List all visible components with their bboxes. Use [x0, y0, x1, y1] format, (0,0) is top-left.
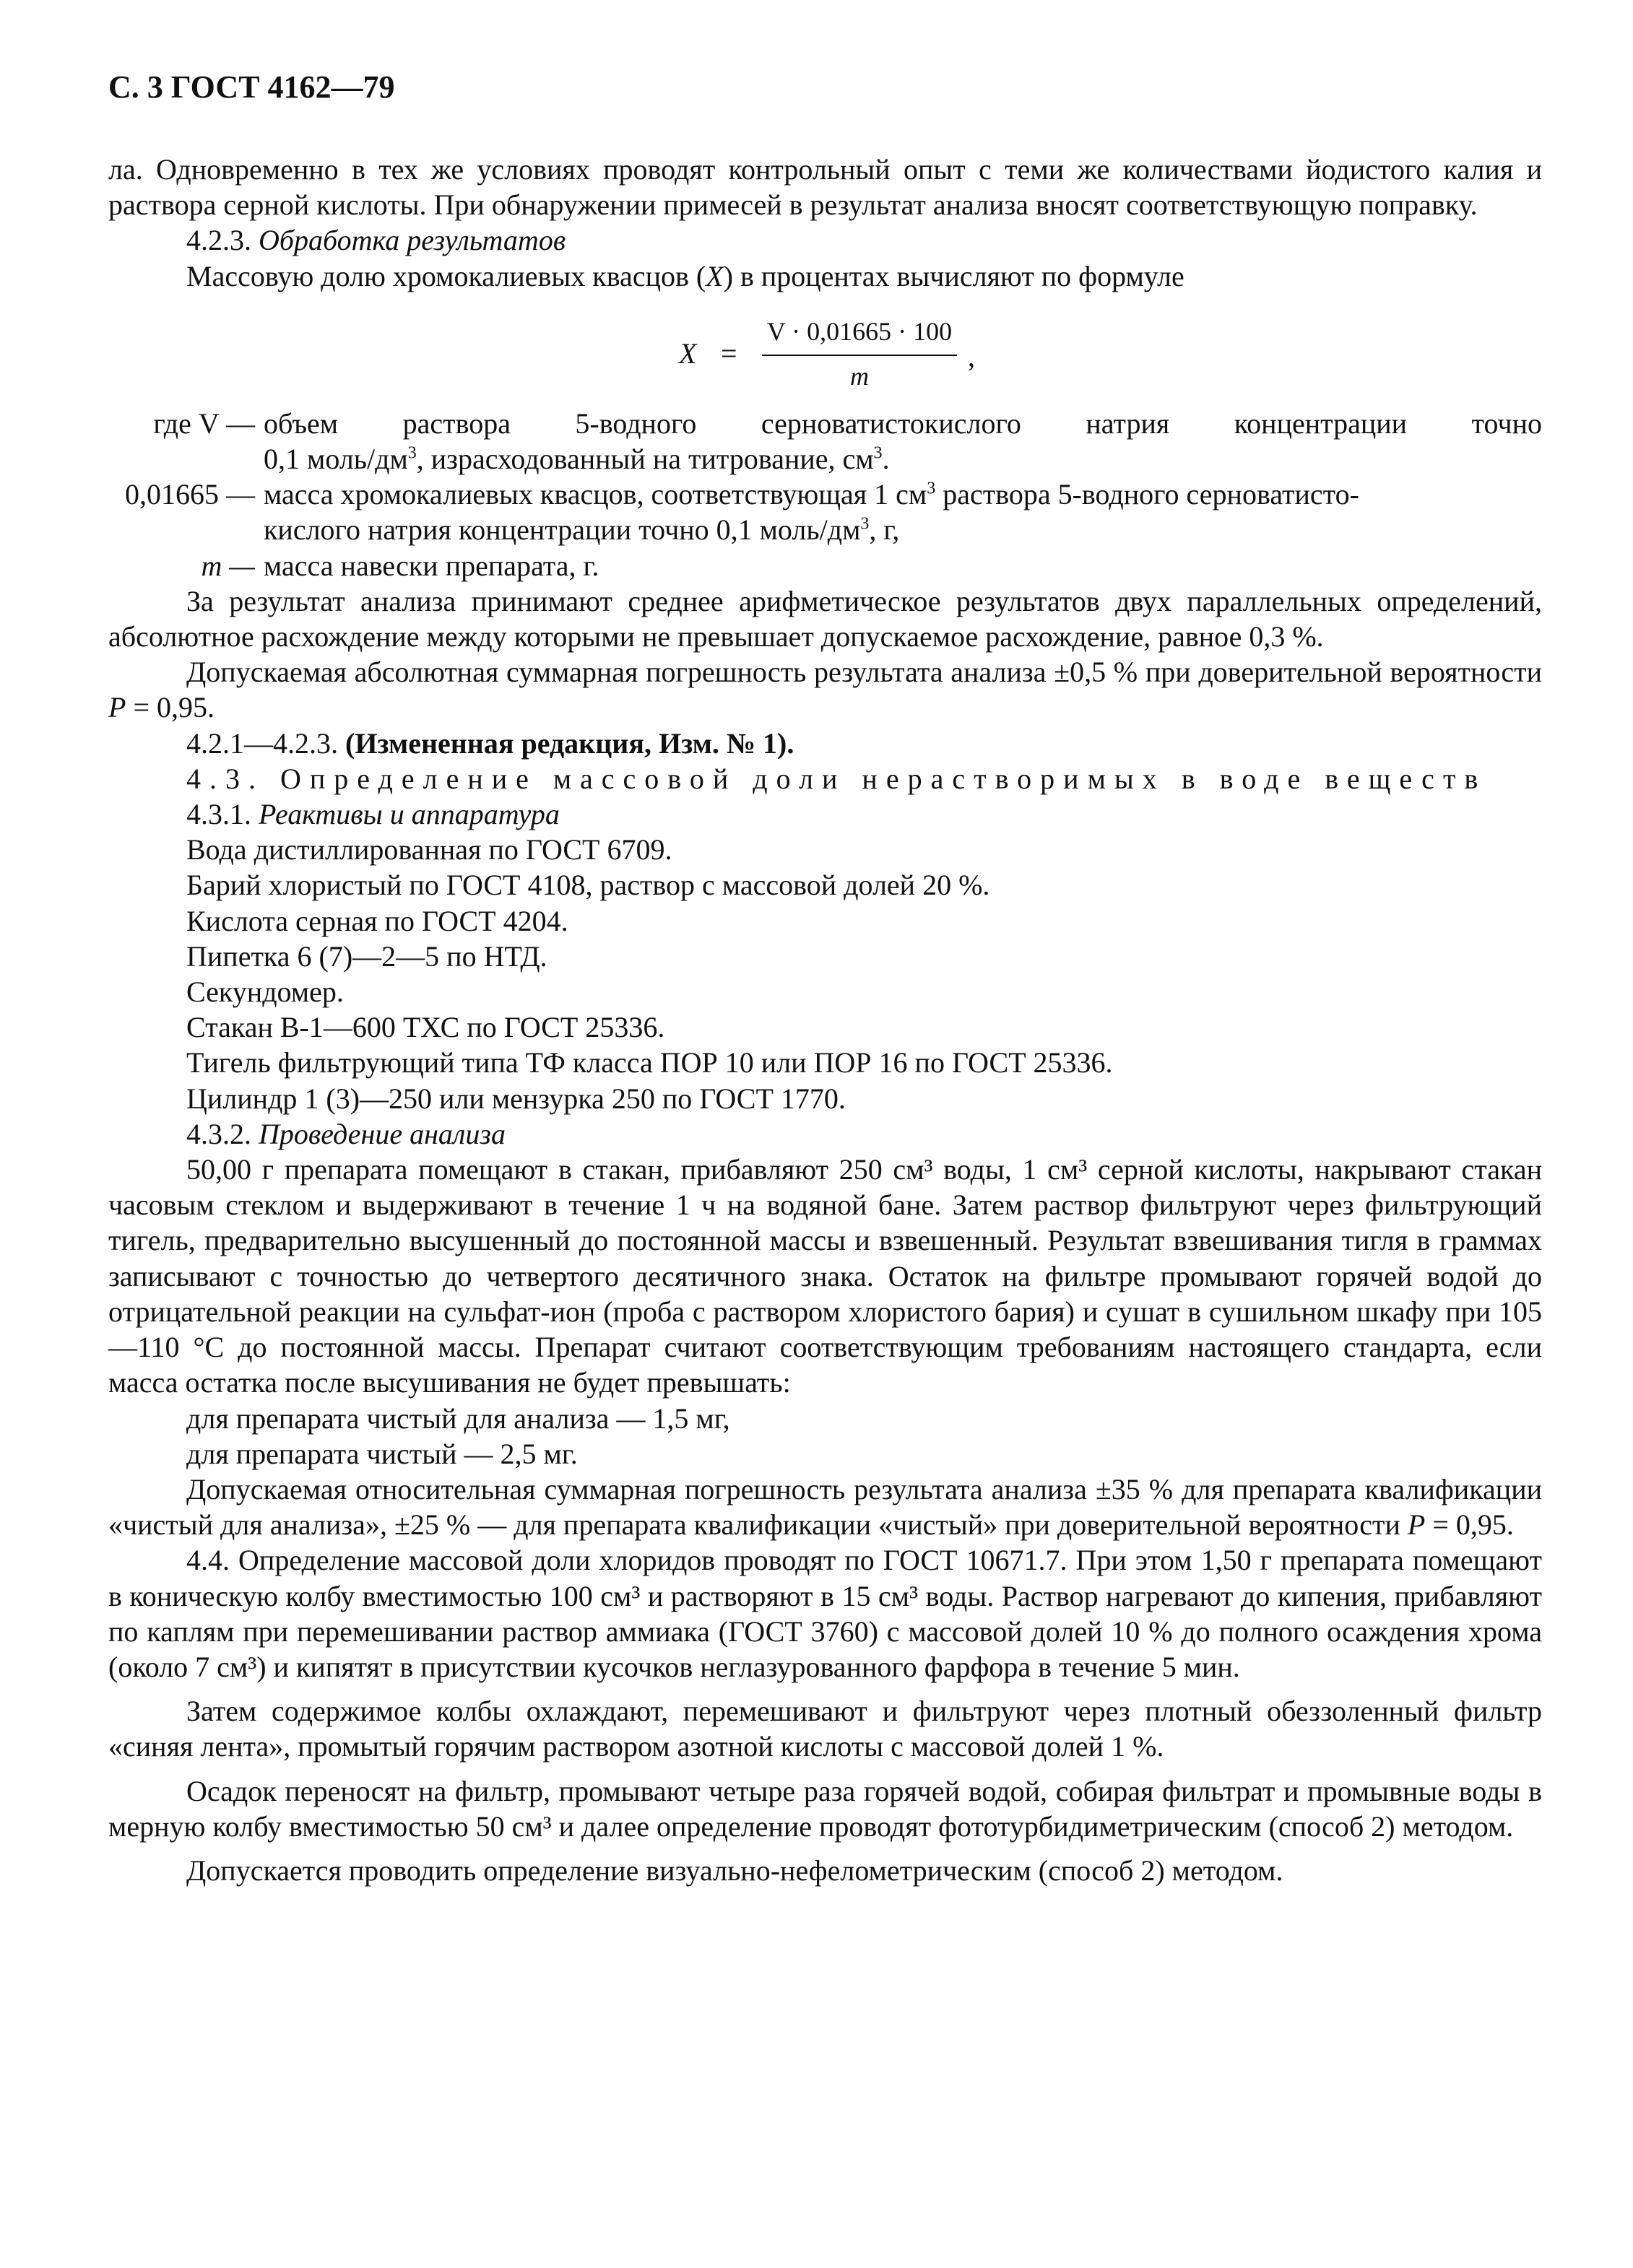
paragraph-allowed: Допускается проводить определение визуально-нефелометрическим (способ 2) методом. [186, 1854, 1283, 1887]
list-item: Барий хлористый по ГОСТ 4108, раствор с массовой долей 20 %. [186, 869, 990, 902]
paragraph-result: За результат анализа принимают среднее арифметическое результатов двух параллельных определений, абсолютное расхождение между которыми не превышает допускаемое расхождение, равное 0,3 %. [108, 584, 1542, 653]
limit-item: для препарата чистый для анализа — 1,5 мг, [186, 1402, 730, 1435]
paragraph-abs-error [108, 654, 1542, 725]
limit-item: для препарата чистый — 2,5 мг. [186, 1437, 578, 1470]
section-number: 4.2.3. [186, 224, 251, 257]
list-item: Кислота серная по ГОСТ 4204. [186, 904, 568, 937]
list-item: Вода дистиллированная по ГОСТ 6709. [186, 833, 672, 866]
formula-intro [108, 258, 1542, 294]
paragraph-sediment: Осадок переносят на фильтр, промывают четыре раза горячей водой, собирая фильтрат и промывные воды в мерную колбу вместимостью 50 см³ и далее определение проводят фототурбидиметрическим (способ 2) методом. [108, 1774, 1542, 1843]
formula-equals: = [721, 336, 737, 370]
legend-desc-a: масса хромокалиевых квасцов, соответствующая 1 см [264, 478, 927, 511]
list-item: Тигель фильтрующий типа ТФ класса ПОР 10 или ПОР 16 по ГОСТ 25336. [186, 1046, 1113, 1079]
legend-item-coef: 0,01665 — масса хромокалиевых квасцов, соответствующая 1 $см^3$ раствора 5-водного серноватисто- [0, 477, 1542, 512]
section-4-2-3-heading [108, 222, 1542, 258]
formula-numerator: V · 0,01665 · 100 [766, 316, 953, 346]
abs-error-var: P [108, 691, 126, 724]
paragraph-analysis: 50,00 г препарата помещают в стакан, прибавляют 250 см³ воды, 1 см³ серной кислоты, накрывают стакан часовым стеклом и выдерживают в течение 1 ч на водяной бане. Затем раствор фильтруют через фильтрующий тигель, предварительно высушенный до постоянной массы и взвешенный. Результат взвешивания тигля в граммах записывают с точностью до четвертого десятичного знака. Остаток на фильтре промывают горячей водой до отрицательной реакции на сульфат-ион (проба с раствором хлористого бария) и сушат в сушильном шкафу при 105—110 °С до постоянной массы. Препарат считают соответствующим требованиям настоящего стандарта, если масса остатка после высушивания не будет превышать: [108, 1153, 1542, 1399]
legend-desc: объем раствора 5-водного серноватистокислого натрия концентрации точно [264, 407, 1542, 440]
formula-intro-var: X [706, 259, 724, 292]
rel-error-text: Допускаемая относительная суммарная погрешность результата анализа ±35 % для препарата квалификации «чистый для анализа», ±25 % — для препарата квалификации «чистый» при доверительной вероятности [108, 1472, 1542, 1542]
reagents-list [108, 832, 1542, 1116]
legend-desc-c: , израсходованный на титрование, см [416, 443, 874, 476]
legend-term: 0,01665 — [125, 478, 255, 511]
legend-item-m [108, 548, 1542, 583]
legend-desc-c: кислого натрия концентрации точно 0,1 моль/дм [264, 513, 861, 547]
section-4-3-1-heading [108, 796, 1542, 832]
section-title: Обработка результатов [259, 224, 566, 257]
legend-item-v [108, 406, 1542, 441]
legend-desc-b: раствора 5-водного серноватисто- [935, 478, 1359, 511]
section-4-3-heading: 4.3. Определение массовой доли нерастворимых в воде веществ [186, 762, 1487, 795]
amendment-note [108, 726, 1542, 761]
section-title: Реактивы и аппаратура [259, 798, 560, 831]
mass-fraction-formula [108, 301, 1542, 406]
list-item: Цилиндр 1 (3)—250 или мензурка 250 по ГОСТ 1770. [186, 1082, 846, 1115]
amendment-label: (Измененная редакция, Изм. № 1). [345, 726, 794, 760]
section-4-3-2-heading [108, 1116, 1542, 1152]
rel-error-var: P [1407, 1508, 1426, 1542]
abs-error-text: Допускаемая абсолютная суммарная погрешность результата анализа ±0,5 % при доверительной вероятности [186, 656, 1542, 689]
section-number: 4.3.2. [186, 1117, 251, 1150]
list-item: Секундомер. [186, 976, 344, 1009]
page-header: С. 3 ГОСТ 4162—79 [108, 69, 395, 105]
legend-item-coef-cont: кислого натрия концентрации точно 0,1 моль/$дм^3$, г, [264, 513, 900, 547]
paragraph-continuation: ла. Одновременно в тех же условиях проводят контрольный опыт с теми же количествами йодистого калия и раствора серной кислоты. При обнаружении примесей в результат анализа вносят соответствующую поправку. [108, 153, 1542, 222]
list-item: Стакан В-1—600 ТХС по ГОСТ 25336. [186, 1011, 665, 1044]
list-item: Пипетка 6 (7)—2—5 по НТД. [186, 939, 547, 973]
section-title: Проведение анализа [259, 1117, 506, 1150]
formula-trail: , [968, 339, 975, 373]
legend-desc-b: 0,1 моль/дм [264, 443, 408, 476]
fraction-bar [762, 355, 957, 356]
legend-term: m — [201, 549, 255, 582]
abs-error-tail: = 0,95. [126, 691, 215, 724]
paragraph-rel-error [108, 1472, 1542, 1542]
legend-desc-d: , г, [869, 513, 900, 547]
formula-lhs: X [679, 336, 697, 370]
amendment-range: 4.2.1—4.2.3. [186, 726, 345, 760]
formula-denominator: m [850, 361, 869, 391]
section-4-4-paragraph: 4.4. Определение массовой доли хлоридов проводят по ГОСТ 10671.7. При этом 1,50 г препарата помещают в коническую колбу вместимостью 100 см³ и растворяют в 15 см³ воды. Раствор нагревают до кипения, прибавляют по каплям при перемешивании раствор аммиака (ГОСТ 3760) с массовой долей 10 % до полного осаждения хрома (около 7 см³) и кипятят в присутствии кусочков неглазурованного фарфора в течение 5 мин. [108, 1544, 1542, 1683]
legend-item-v-cont: 0,1 моль/$дм^3$, израсходованный на титрование, $см^3$. [264, 443, 890, 476]
legend-desc-d: . [882, 443, 890, 476]
rel-error-tail: = 0,95. [1425, 1508, 1514, 1542]
formula-intro-text-a: Массовую долю хромокалиевых квасцов ( [186, 259, 706, 292]
legend-desc: масса навески препарата, г. [264, 549, 599, 582]
formula-intro-text-b: ) в процентах вычисляют по формуле [723, 259, 1184, 292]
document-body [108, 152, 1542, 1888]
section-number: 4.3.1. [186, 798, 251, 831]
legend-term: где V — [153, 407, 255, 440]
formula-legend [108, 406, 1542, 583]
paragraph-cooling: Затем содержимое колбы охлаждают, перемешивают и фильтруют через плотный обеззоленный фильтр «синяя лента», промытый горячим раствором азотной кислоты с массовой долей 1 %. [108, 1695, 1542, 1763]
